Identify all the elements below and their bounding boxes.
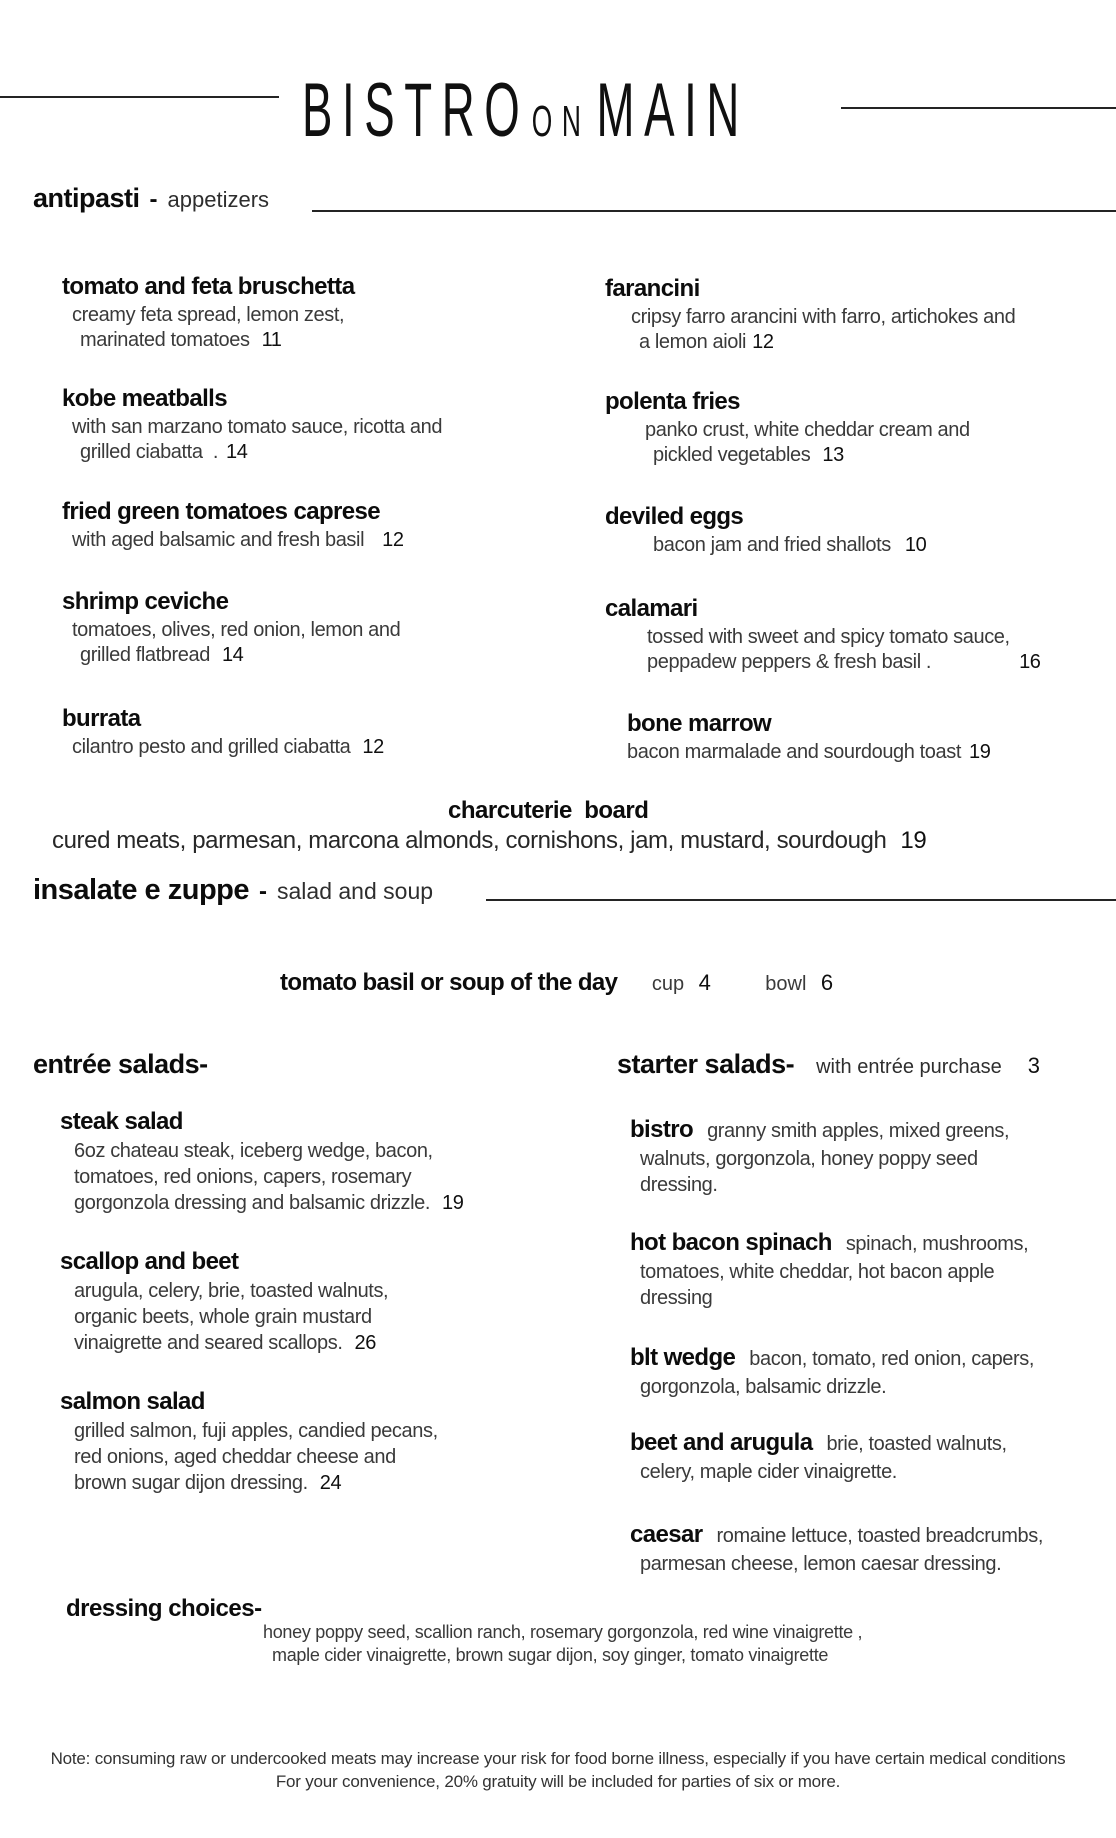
item-name: steak salad (60, 1108, 183, 1135)
item-name: shrimp ceviche (62, 588, 229, 615)
item-price: 14 (226, 441, 248, 463)
menu-item-salmon-salad (60, 1388, 438, 1496)
item-description-line: dressing. (640, 1174, 718, 1196)
footer-note-line-2: For your convenience, 20% gratuity will be included for parties of six or more. (275, 1772, 841, 1791)
item-price: 24 (319, 1472, 342, 1494)
menu-item-beet-and-arugula (630, 1428, 1116, 1485)
menu-item-scallop-and-beet (60, 1248, 388, 1356)
menu-item-tomato-feta-bruschetta (62, 273, 354, 353)
menu-item-fried-green-tomatoes-caprese (62, 498, 404, 553)
item-description-line: tomatoes, red onions, capers, rosemary (74, 1166, 412, 1188)
item-description-line: creamy feta spread, lemon zest, (72, 304, 345, 326)
item-first-line: beet and arugula brie, toasted walnuts, (630, 1429, 1007, 1456)
dressing-choices-heading: dressing choices- (66, 1595, 262, 1622)
insalate-rule (486, 899, 1116, 901)
item-price: 12 (752, 331, 774, 353)
item-name: farancini (605, 275, 700, 302)
item-description-line: tossed with sweet and spicy tomato sauce, (647, 626, 1010, 648)
item-description-line: a lemon aioli 12 (639, 331, 774, 353)
item-price: 14 (221, 644, 244, 666)
heading-dash: - (259, 878, 268, 905)
menu-item-deviled-eggs (605, 503, 926, 558)
item-price: 10 (904, 534, 927, 556)
menu-item-calamari (605, 595, 1041, 675)
item-description-line: celery, maple cider vinaigrette. (640, 1461, 897, 1483)
item-name: beet and arugula (630, 1429, 813, 1456)
item-description-line: red onions, aged cheddar cheese and (74, 1446, 396, 1468)
title-word-main: MAIN (596, 68, 749, 153)
item-description-line: pickled vegetables 13 (653, 444, 844, 466)
item-name: tomato and feta bruschetta (62, 273, 355, 300)
item-description-line: peppadew peppers & fresh basil . 16 (647, 651, 1041, 673)
item-name: caesar (630, 1521, 703, 1548)
menu-item-bistro-salad (630, 1115, 1116, 1198)
item-name: hot bacon spinach (630, 1229, 832, 1256)
item-description-line: bacon jam and fried shallots 10 (653, 534, 927, 556)
restaurant-title (302, 68, 749, 153)
menu-item-polenta-fries (605, 388, 970, 468)
menu-item-charcuterie-board-name: charcuterie board (448, 797, 649, 824)
antipasti-subtitle: appetizers (167, 187, 270, 212)
menu-item-caesar (630, 1520, 1116, 1577)
footer-note-line-1: Note: consuming raw or undercooked meats may increase your risk for food borne illness, especially if you have certain medical conditions (50, 1749, 1066, 1768)
item-name: fried green tomatoes caprese (62, 498, 380, 525)
item-description-line: tomatoes, olives, red onion, lemon and (72, 619, 401, 641)
item-description-line: with san marzano tomato sauce, ricotta and (72, 416, 443, 438)
title-word-bistro: BISTRO (302, 68, 530, 153)
item-price: 12 (382, 529, 404, 551)
menu-item-hot-bacon-spinach (630, 1228, 1116, 1311)
item-price: 19 (442, 1192, 464, 1214)
item-first-line: hot bacon spinach spinach, mushrooms, (630, 1229, 1029, 1256)
starter-salads-subtitle: with entrée purchase (816, 1056, 1002, 1078)
item-price: 26 (354, 1332, 376, 1354)
menu-item-bone-marrow (627, 710, 990, 765)
item-name: bone marrow (627, 710, 772, 737)
bowl-price: 6 (820, 970, 834, 995)
item-name: bistro (630, 1116, 694, 1143)
title-right-rule (841, 107, 1116, 109)
menu-item-kobe-meatballs (62, 385, 442, 465)
soup-of-the-day-line (280, 966, 833, 1003)
section-heading-insalate (33, 874, 433, 907)
dressing-choices-line: honey poppy seed, scallion ranch, rosemary gorgonzola, red wine vinaigrette , (263, 1622, 863, 1642)
item-description-line: 6oz chateau steak, iceberg wedge, bacon, (74, 1140, 433, 1162)
item-description-line: dressing (640, 1287, 713, 1309)
item-name: deviled eggs (605, 503, 744, 530)
charcuterie-description: cured meats, parmesan, marcona almonds, cornishons, jam, mustard, sourdough 19 (52, 827, 927, 854)
item-price: 19 (900, 827, 927, 854)
dressing-choices-line: maple cider vinaigrette, brown sugar dijon, soy ginger, tomato vinaigrette (272, 1645, 829, 1665)
menu-item-shrimp-ceviche (62, 588, 400, 668)
item-description-line: grilled salmon, fuji apples, candied pecans, (74, 1420, 438, 1442)
item-price: 16 (1019, 651, 1041, 673)
item-description-line: parmesan cheese, lemon caesar dressing. (640, 1553, 1002, 1575)
starter-salads-heading: starter salads- (617, 1049, 795, 1079)
menu-item-burrata (62, 705, 384, 760)
item-description-line: marinated tomatoes 11 (80, 329, 282, 351)
item-description-line: with aged balsamic and fresh basil 12 (72, 529, 404, 551)
item-name: scallop and beet (60, 1248, 239, 1275)
item-description-line: grilled ciabatta . 14 (80, 441, 248, 463)
item-name: blt wedge (630, 1344, 736, 1371)
heading-dash: - (149, 186, 158, 213)
item-description-line: cilantro pesto and grilled ciabatta 12 (72, 736, 384, 758)
item-description-line: tomatoes, white cheddar, hot bacon apple (640, 1261, 995, 1283)
item-name: polenta fries (605, 388, 740, 415)
menu-item-farancini (605, 275, 1015, 355)
title-left-rule (0, 96, 279, 98)
item-price: 11 (261, 329, 282, 351)
item-name: calamari (605, 595, 698, 622)
item-description-line: brown sugar dijon dressing. 24 (74, 1472, 342, 1494)
item-description-line: gorgonzola dressing and balsamic drizzle. 19 (74, 1192, 464, 1214)
insalate-subtitle: salad and soup (277, 878, 434, 904)
item-description-line: vinaigrette and seared scallops. 26 (74, 1332, 376, 1354)
section-heading-antipasti (33, 183, 269, 214)
bowl-label: bowl (765, 973, 807, 995)
item-description-line: walnuts, gorgonzola, honey poppy seed (640, 1148, 978, 1170)
entree-salads-heading: entrée salads- (33, 1049, 208, 1079)
title-word-on: ON (531, 97, 591, 146)
item-price: 12 (362, 736, 384, 758)
item-name: salmon salad (60, 1388, 205, 1415)
menu-item-blt-wedge (630, 1343, 1116, 1400)
item-price: 13 (822, 444, 844, 466)
item-first-line: blt wedge bacon, tomato, red onion, capers, (630, 1344, 1035, 1371)
soup-name: tomato basil or soup of the day (280, 969, 618, 996)
antipasti-rule (312, 210, 1116, 212)
item-price: 19 (969, 741, 991, 763)
cup-price: 4 (698, 970, 711, 995)
item-first-line: caesar romaine lettuce, toasted breadcrumbs, (630, 1521, 1043, 1548)
starter-salads-heading-row (617, 1049, 1040, 1080)
item-description-line: grilled flatbread 14 (80, 644, 244, 666)
item-description-line: panko crust, white cheddar cream and (645, 419, 970, 441)
insalate-heading: insalate e zuppe (33, 874, 250, 906)
item-name: kobe meatballs (62, 385, 228, 412)
item-description-line: arugula, celery, brie, toasted walnuts, (74, 1280, 389, 1302)
item-description-line: gorgonzola, balsamic drizzle. (640, 1376, 887, 1398)
starter-salads-price: 3 (1027, 1053, 1041, 1078)
item-description-line: bacon marmalade and sourdough toast 19 (627, 741, 991, 763)
item-name: burrata (62, 705, 141, 732)
cup-label: cup (651, 973, 685, 995)
menu-item-steak-salad (60, 1108, 463, 1216)
item-first-line: bistro granny smith apples, mixed greens, (630, 1116, 1010, 1143)
item-description-line: cripsy farro arancini with farro, artichokes and (631, 306, 1016, 328)
item-description-line: organic beets, whole grain mustard (74, 1306, 372, 1328)
antipasti-heading: antipasti (33, 183, 140, 213)
